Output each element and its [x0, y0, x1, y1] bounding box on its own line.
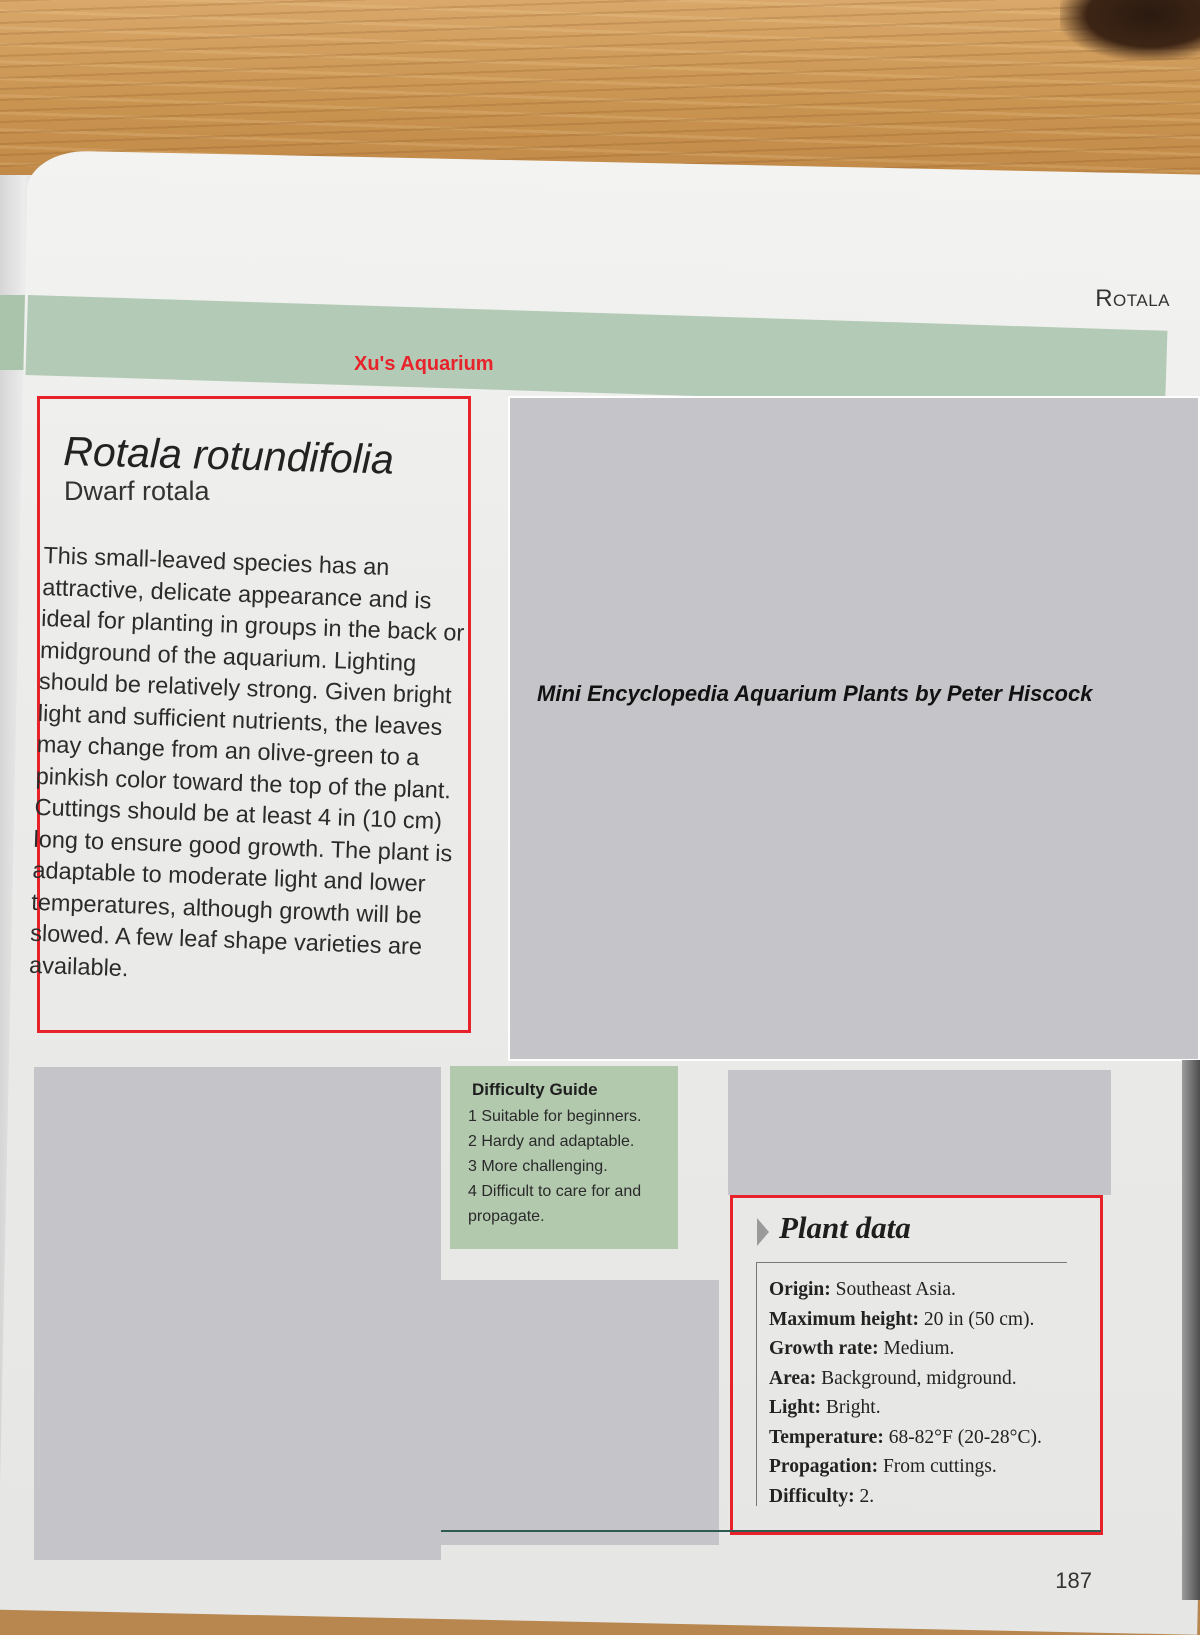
species-common-name: Dwarf rotala [64, 476, 210, 506]
difficulty-item: 3 More challenging. [468, 1158, 608, 1175]
image-credit: Mini Encyclopedia Aquarium Plants by Peter Hiscock [537, 681, 1093, 706]
difficulty-guide-title: Difficulty Guide [472, 1080, 598, 1099]
image-redaction-panel [508, 396, 1200, 1061]
redaction-panel-left-top [34, 1067, 441, 1277]
plant-data-side-rule [756, 1262, 757, 1506]
bottom-rule [441, 1530, 1101, 1532]
plant-data-row: Growth rate: Medium. [769, 1338, 955, 1359]
page-right-edge-shadow [1182, 1060, 1200, 1600]
watermark-label: Xu's Aquarium [354, 353, 494, 375]
plant-data-title: Plant data [779, 1210, 911, 1245]
difficulty-guide-list [468, 1104, 678, 1229]
section-header: Rotala [1095, 285, 1170, 312]
plant-data-divider [757, 1262, 1067, 1263]
difficulty-item: 2 Hardy and adaptable. [468, 1133, 635, 1150]
plant-data-list [769, 1275, 1099, 1511]
redaction-panel-left-bottom [34, 1277, 441, 1560]
plant-data-row: Light: Bright. [769, 1397, 881, 1418]
species-scientific-name: Rotala rotundifolia [62, 428, 395, 483]
redaction-panel-middle [441, 1280, 719, 1545]
plant-data-row: Difficulty: 2. [769, 1485, 875, 1507]
species-description: This small-leaved species has an attractive, delicate appearance and is ideal for planting in groups in the back or midground of the aquarium. Lighting should be relatively strong. Given bright light and sufficient nutrients, the leaves may change from an olive-green to a pinkish color toward the top of the plant. Cuttings should be at least 4 in (10 cm) long to ensure good growth. The plant is adaptable to moderate light and lower temperatures, although growth will be slowed. A few leaf shape varieties are available. [28, 541, 465, 981]
difficulty-item: 4 Difficult to care for and propagate. [468, 1183, 642, 1225]
plant-data-row: Area: Background, midground. [769, 1367, 1017, 1389]
table-corner-shadow [1060, 0, 1200, 60]
plant-data-row: Maximum height: 20 in (50 cm). [769, 1308, 1035, 1330]
triangle-marker-icon [757, 1218, 769, 1246]
plant-data-row: Temperature: 68-82°F (20-28°C). [769, 1426, 1042, 1448]
redaction-panel-right [728, 1070, 1111, 1195]
page-number: 187 [1055, 1568, 1092, 1593]
difficulty-item: 1 Suitable for beginners. [468, 1108, 642, 1125]
plant-data-row: Propagation: From cuttings. [769, 1456, 997, 1477]
plant-data-row: Origin: Southeast Asia. [769, 1279, 956, 1300]
